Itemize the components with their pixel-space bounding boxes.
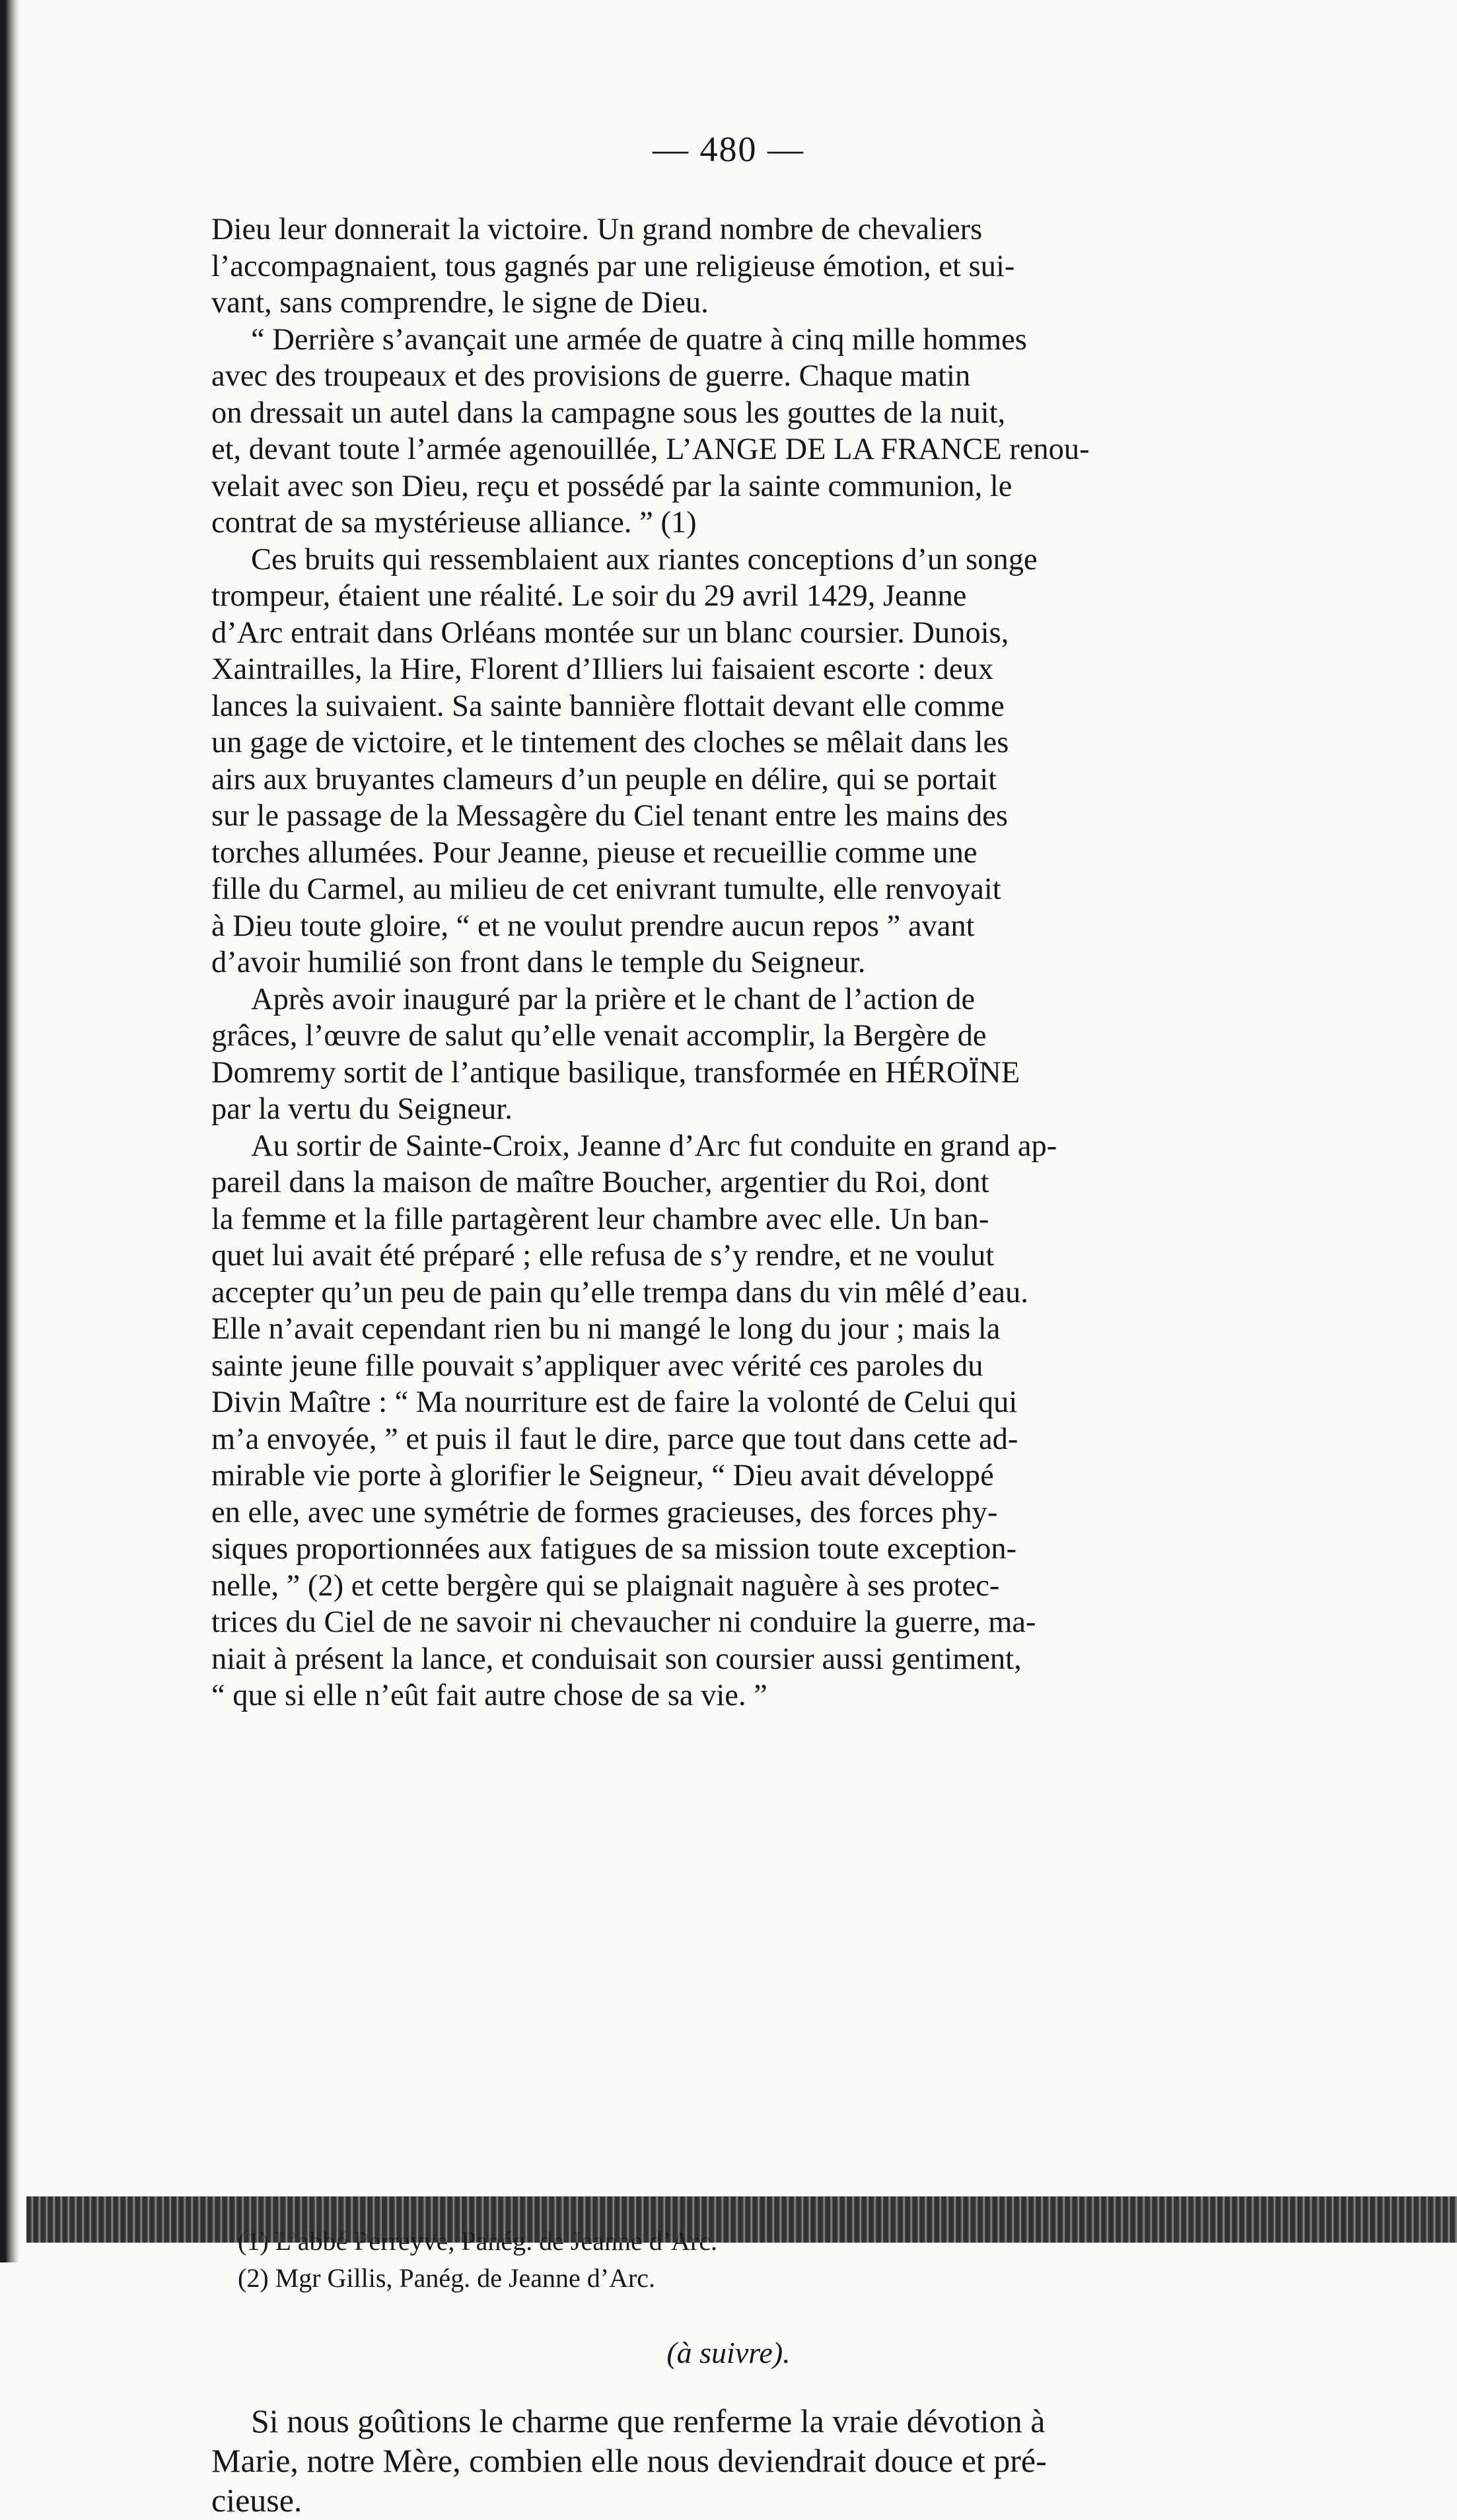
text-line: sur le passage de la Messagère du Ciel tenant entre les mains des [211, 799, 1009, 833]
text-line: airs aux bruyantes clameurs d’un peuple en délire, qui se portait [211, 762, 997, 796]
text-line: Ces bruits qui ressemblaient aux riantes conceptions d’un songe [251, 542, 1038, 577]
text-line: pareil dans la maison de maître Boucher, argentier du Roi, dont [211, 1166, 989, 1199]
scan-binding-edge [0, 0, 20, 2262]
text-line: “ Derrière s’avançait une armée de quatre à cinq mille hommes [251, 322, 1027, 357]
text-line: sainte jeune fille pouvait s’appliquer avec vérité ces paroles du [211, 1348, 983, 1383]
scan-bottom-edge [26, 2196, 1457, 2243]
text-line: d’avoir humilié son front dans le temple du Seigneur. [211, 946, 866, 979]
text-line: m’a envoyée, ” et puis il faut le dire, parce que tout dans cette ad- [211, 1422, 1018, 1456]
text-line: contrat de sa mystérieuse alliance. ” (1) [211, 506, 697, 540]
text-line: Si nous goûtions le charme que renferme la vraie dévotion à [251, 2402, 1046, 2439]
text-line: siques proportionnées aux fatigues de sa mission toute exception- [211, 1532, 1017, 1566]
text-line: lances la suivaient. Sa sainte bannière flottait devant elle comme [211, 689, 1005, 723]
text-line: velait avec son Dieu, reçu et possédé par la sainte communion, le [211, 469, 1013, 503]
text-line: Domremy sortit de l’antique basilique, transformée en HÉROÏNE [211, 1055, 1020, 1090]
text-line: par la vertu du Seigneur. [211, 1092, 513, 1126]
text-line: à Dieu toute gloire, “ et ne voulut prendre aucun repos ” avant [211, 909, 975, 943]
text-line: Divin Maître : “ Ma nourriture est de faire la volonté de Celui qui [211, 1385, 1018, 1419]
text-line: Xaintrailles, la Hire, Florent d’Illiers lui faisaient escorte : deux [211, 652, 994, 686]
text-line: “ que si elle n’eût fait autre chose de sa vie. ” [211, 1679, 767, 1712]
text-line: d’Arc entrait dans Orléans montée sur un blanc coursier. Dunois, [211, 615, 1009, 650]
text-line: mirable vie porte à glorifier le Seigneur, “ Dieu avait développé [211, 1459, 994, 1492]
text-line: grâces, l’œuvre de salut qu’elle venait accomplir, la Bergère de [211, 1019, 987, 1053]
text-line: cieuse. [211, 2482, 302, 2519]
footnote: (2) Mgr Gillis, Panég. de Jeanne d’Arc. [238, 2263, 656, 2293]
text-line: Marie, notre Mère, combien elle nous deviendrait douce et pré- [211, 2442, 1047, 2479]
text-line: niait à présent la lance, et conduisait son coursier aussi gentiment, [211, 1642, 1022, 1676]
text-line: un gage de victoire, et le tintement des cloches se mêlait dans les [211, 726, 1009, 759]
text-line: avec des troupeaux et des provisions de guerre. Chaque matin [211, 359, 971, 393]
text-line: Après avoir inauguré par la prière et le chant de l’action de [251, 982, 976, 1016]
text-line: on dressait un autel dans la campagne sous les gouttes de la nuit, [211, 396, 1006, 430]
text-line: l’accompagnaient, tous gagnés par une religieuse émotion, et sui- [211, 249, 1015, 283]
text-line: et, devant toute l’armée agenouillée, L’ANGE DE LA FRANCE renou- [211, 433, 1090, 466]
text-line: quet lui avait été préparé ; elle refusa de s’y rendre, et ne voulut [211, 1239, 995, 1273]
text-line: la femme et la fille partagèrent leur chambre avec elle. Un ban- [211, 1202, 989, 1236]
text-line: Elle n’avait cependant rien bu ni mangé le long du jour ; mais la [211, 1312, 1001, 1346]
text-line: Au sortir de Sainte-Croix, Jeanne d’Arc fut conduite en grand ap- [251, 1129, 1057, 1163]
text-line: vant, sans comprendre, le signe de Dieu. [211, 286, 709, 320]
text-line: Dieu leur donnerait la victoire. Un grand nombre de chevaliers [211, 213, 983, 246]
text-line: nelle, ” (2) et cette bergère qui se plaignait naguère à ses protec- [211, 1568, 1000, 1603]
text-line: en elle, avec une symétrie de formes gracieuses, des forces phy- [211, 1495, 998, 1529]
main-text [211, 211, 1354, 1714]
page-number: — 480 — [653, 129, 804, 169]
to-be-continued: (à suivre). [666, 2336, 791, 2369]
text-line: accepter qu’un peu de pain qu’elle trempa dans du vin mêlé d’eau. [211, 1275, 1028, 1310]
closing-paragraph [211, 2401, 1354, 2520]
text-line: trompeur, étaient une réalité. Le soir du 29 avril 1429, Jeanne [211, 579, 967, 613]
text-line: fille du Carmel, au milieu de cet enivrant tumulte, elle renvoyait [211, 872, 1001, 906]
text-line: trices du Ciel de ne savoir ni chevaucher ni conduire la guerre, ma- [211, 1605, 1036, 1639]
text-line: torches allumées. Pour Jeanne, pieuse et recueillie comme une [211, 835, 977, 870]
